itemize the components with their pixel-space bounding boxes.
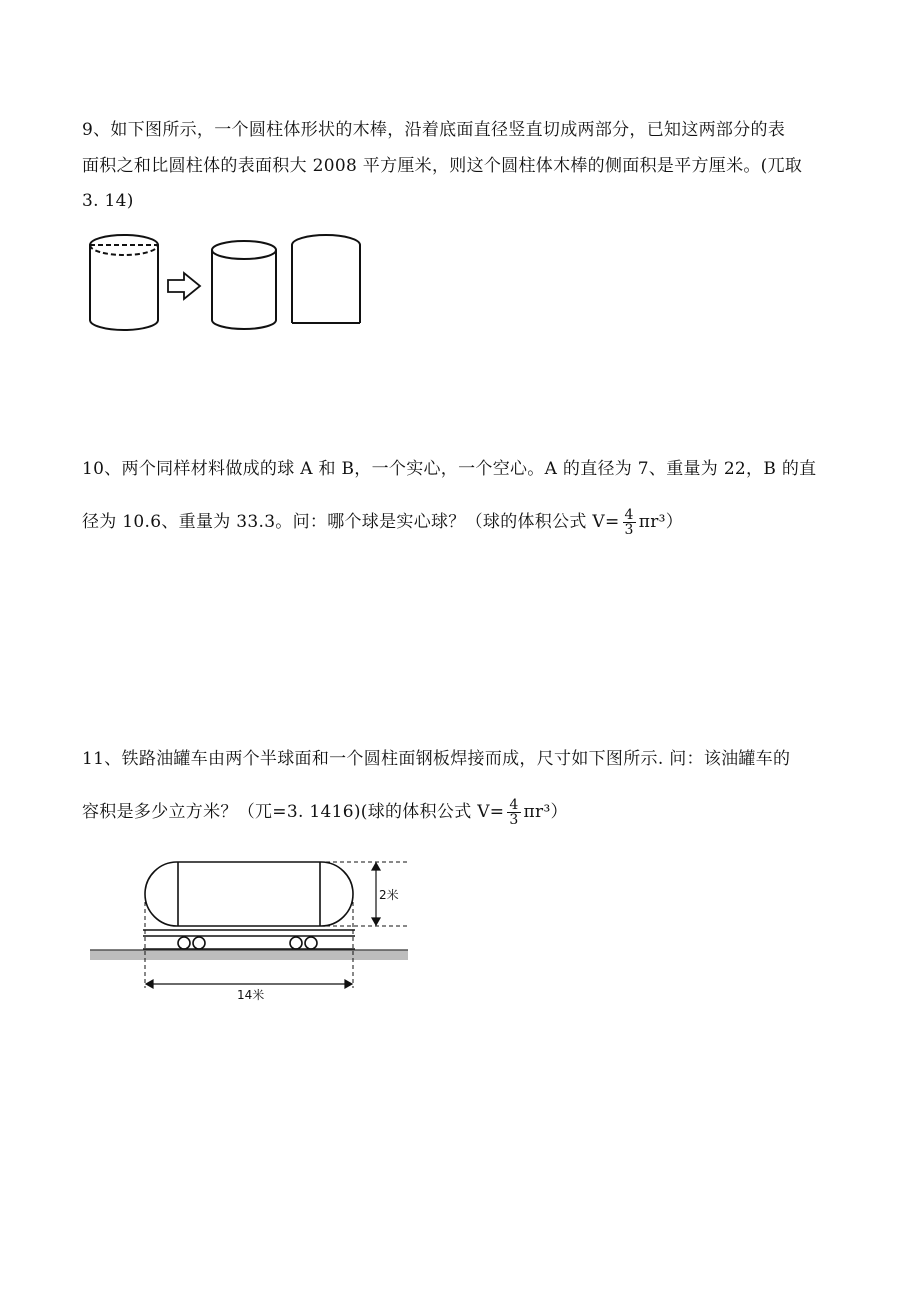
- q9-line-2: 面积之和比圆柱体的表面积大 2008 平方厘米，则这个圆柱体木棒的侧面积是平方厘米。(兀取: [82, 156, 803, 176]
- q11-fraction-numerator: 4: [509, 797, 519, 813]
- q10-line-2: [82, 508, 683, 537]
- length-label: 14米: [237, 988, 265, 1002]
- q10-fraction-denominator: 3: [624, 522, 634, 538]
- wheel: [290, 937, 302, 949]
- q11-fraction-denominator: 3: [509, 812, 519, 828]
- height-label: 2米: [379, 888, 399, 902]
- q10-line-2-text: 径为 10.6、重量为 33.3。问：哪个球是实心球？（球的体积公式 V=: [82, 512, 620, 532]
- q9-line-1: 9、如下图所示，一个圆柱体形状的木棒，沿着底面直径竖直切成两部分，已知这两部分的表: [82, 120, 786, 140]
- q10-fraction: [623, 508, 636, 537]
- half-cylinder-curved: [212, 241, 276, 329]
- q10-line-2-tail: πr³）: [638, 512, 684, 532]
- q9-line-3: 3. 14): [82, 191, 134, 211]
- ground: [90, 950, 408, 960]
- q11-fraction: [507, 798, 520, 827]
- q11-line-2-text: 容积是多少立方米？（兀=3. 1416)(球的体积公式 V=: [82, 802, 505, 822]
- q11-line-2-tail: πr³）: [523, 802, 568, 822]
- q11-line-2: [82, 798, 568, 827]
- wheel: [305, 937, 317, 949]
- whole-cylinder: [90, 235, 158, 330]
- half-cylinder-flat: [292, 235, 360, 323]
- q10-line-1: 10、两个同样材料做成的球 A 和 B，一个实心，一个空心。A 的直径为 7、重量为 22，B 的直: [82, 459, 817, 479]
- cylinder-cut-figure: [80, 225, 370, 340]
- q11-line-1: 11、铁路油罐车由两个半球面和一个圆柱面钢板焊接而成，尺寸如下图所示. 问：该油罐车的: [82, 749, 791, 769]
- wheel: [193, 937, 205, 949]
- tank-body: [145, 862, 353, 926]
- q10-fraction-numerator: 4: [624, 507, 634, 523]
- right-arrow-icon: [168, 273, 200, 299]
- wheel: [178, 937, 190, 949]
- tank-car-figure: [88, 852, 418, 1002]
